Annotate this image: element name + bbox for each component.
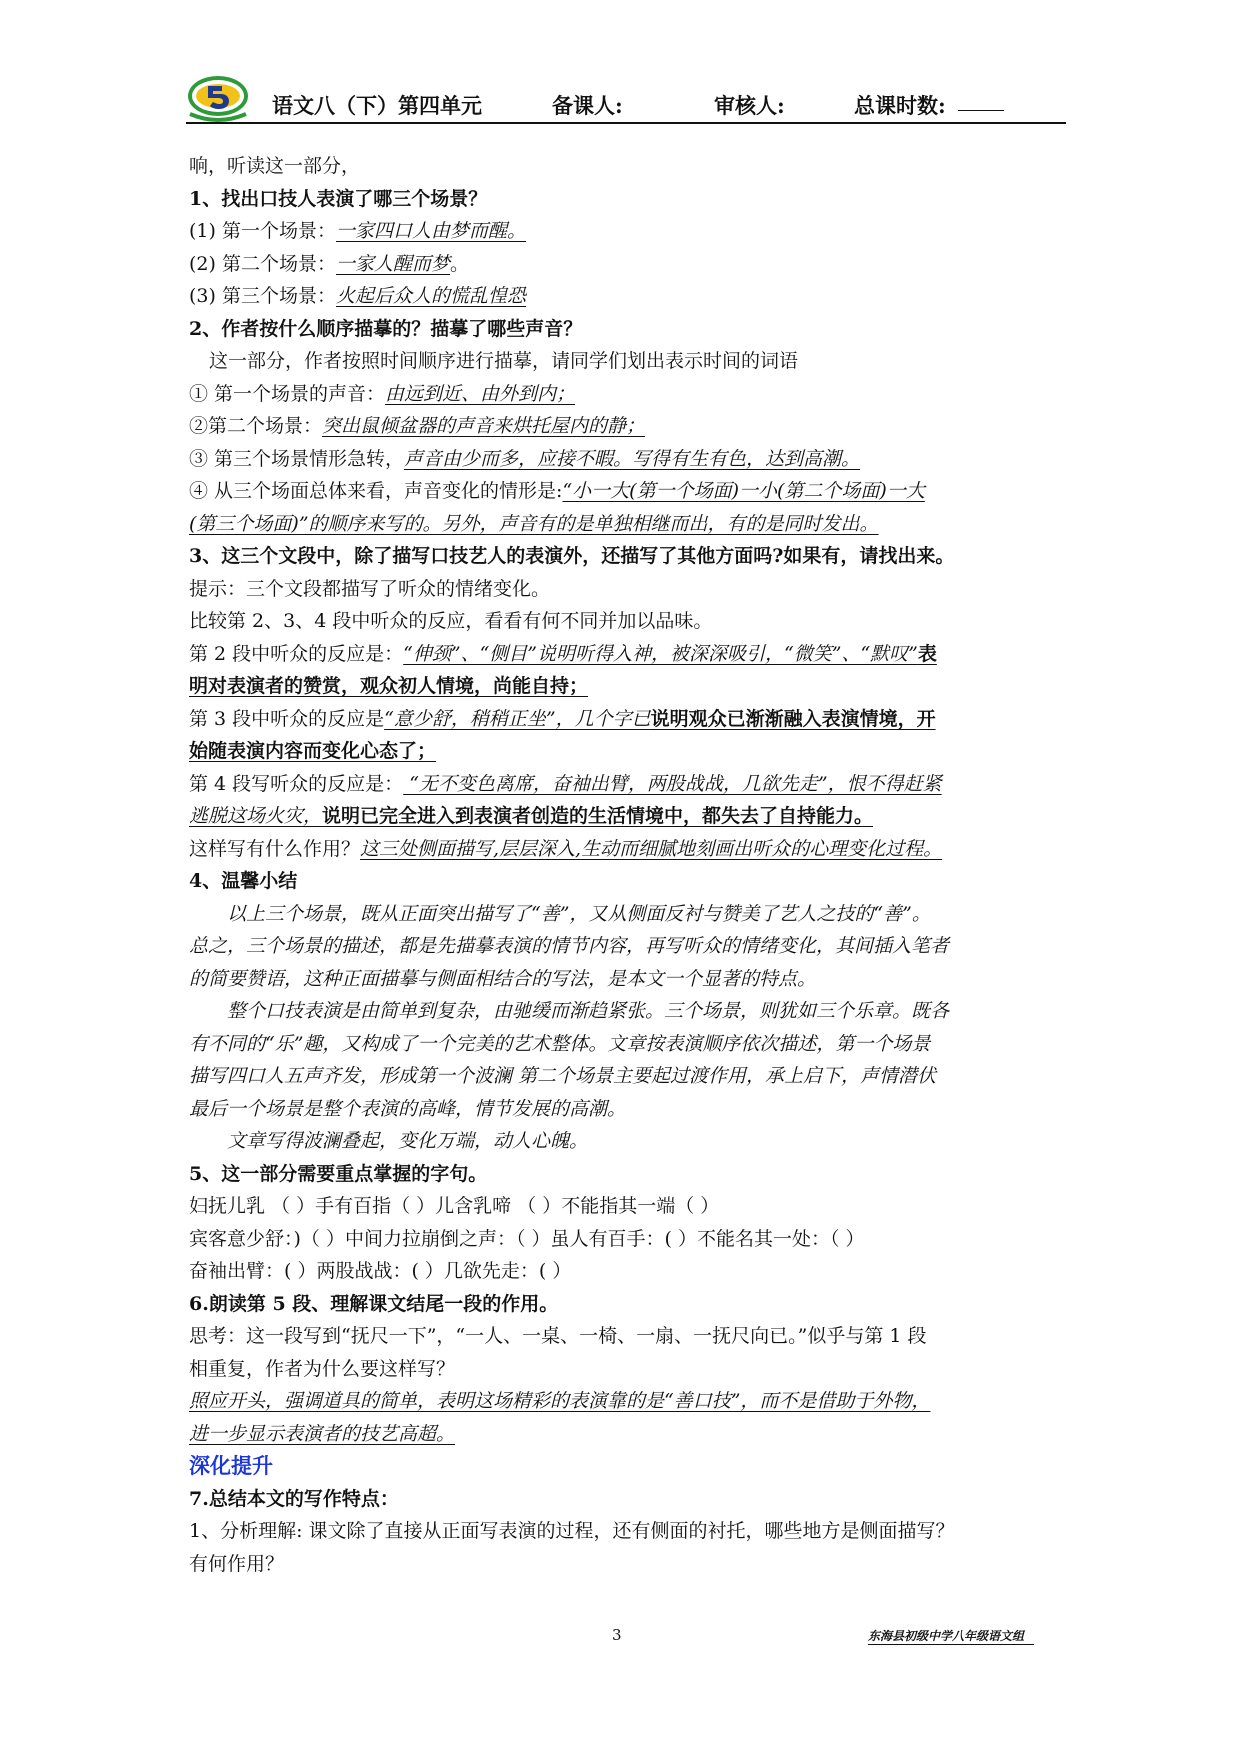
answer-text: “小一大(第一个场面)一小(第二个场面)一大 [562, 480, 925, 502]
text-line [189, 1483, 1059, 1516]
text-line [189, 1255, 1059, 1288]
line-text: 1、分析理解: 课文除了直接从正面写表演的过程，还有侧面的衬托，哪些地方是侧面描写？ [189, 1520, 955, 1542]
text-line [189, 638, 1059, 671]
text-line [189, 1060, 1059, 1093]
text-line [189, 1385, 1059, 1418]
answer-text: 这三处侧面描写,层层深入,生动而细腻地刻画出听众的心理变化过程。 [360, 837, 943, 860]
answer-text: 深化提升 [189, 1453, 273, 1478]
text-line [189, 1548, 1059, 1581]
header-prepared-by: 备课人: [552, 93, 623, 118]
line-text: 以上三个场景，既从正面突出描写了“善”，又从侧面反衬与赞美了艺人之技的“善”。 [227, 902, 931, 925]
text-line [189, 313, 1059, 346]
text-line [189, 410, 1059, 443]
line-text: 4、温馨小结 [189, 870, 298, 892]
text-line [189, 378, 1059, 411]
line-text: 宾客意少舒：)（ ）中间力拉崩倒之声：（ ）虽人有百手：( ）不能名其一处：（ ） [189, 1227, 865, 1250]
line-text: 相重复，作者为什么要这样写？ [189, 1357, 456, 1380]
header-divider [186, 122, 1066, 124]
footer-organization: 东海县初级中学八年级语文组 [868, 1629, 1025, 1643]
answer-text: “意少舒，稍稍正坐”，几个字已 [384, 707, 651, 730]
line-text: 妇抚儿乳 （ ）手有百指（ ）儿含乳啼 （ ）不能指其一端（ ） [189, 1195, 720, 1217]
text-line [189, 930, 1059, 963]
footer-underline [868, 1644, 1034, 1645]
line-text: 描写四口人五声齐发，形成第一个波澜 第二个场景主要起过渡作用，承上启下，声情潜伏 [189, 1065, 937, 1087]
line-text: 比较第 2、3、4 段中听众的反应，看看有何不同并加以品味。 [189, 610, 713, 632]
total-hours-blank [958, 110, 1004, 111]
text-line [189, 215, 1059, 248]
page-number: 3 [612, 1626, 622, 1644]
line-text: 响，听读这一部分， [189, 155, 361, 177]
line-text: 提示：三个文段都描写了听众的情绪变化。 [189, 577, 551, 600]
text-line [189, 183, 1059, 216]
worksheet-body [189, 150, 1059, 1580]
text-line [189, 540, 1059, 573]
text-line [189, 865, 1059, 898]
text-line [189, 573, 1059, 606]
line-text: 3、这三个文段中，除了描写口技艺人的表演外，还描写了其他方面吗?如果有，请找出来。 [189, 545, 955, 567]
answer-text: 突出鼠倾盆器的声音来烘托屋内的静； [322, 415, 646, 437]
text-line [189, 963, 1059, 996]
header-total-hours: 总课时数: [854, 93, 946, 118]
text-line [189, 1353, 1059, 1386]
header-reviewed-by: 审核人: [714, 93, 785, 118]
text-line [189, 1190, 1059, 1223]
text-line [189, 1125, 1059, 1158]
text-line [189, 1320, 1059, 1353]
text-line [189, 280, 1059, 313]
answer-text: 明对表演者的赞赏，观众初人情境，尚能自持； [189, 675, 589, 697]
answer-text: 火起后众人的慌乱惶恐 [335, 285, 526, 307]
answer-text: 一家人醒而梦 [335, 252, 450, 275]
line-text: 思考：这一段写到“抚尺一下”，“一人、一桌、一椅、一扇、一抚尺向已。”似乎与第 1 段 [189, 1325, 927, 1347]
text-line [189, 1158, 1059, 1191]
line-text: 6.朗读第 5 段、理解课文结尾一段的作用。 [189, 1292, 559, 1315]
line-text: 整个口技表演是由简单到复杂，由驰缓而渐趋紧张。三个场景，则犹如三个乐章。既各 [227, 1000, 950, 1022]
text-line [189, 768, 1059, 801]
line-text: 有不同的“乐”趣，又构成了一个完美的艺术整体。文章按表演顺序依次描述，第一个场景 [189, 1032, 931, 1055]
answer-text: 说明已完全进入到表演者创造的生活情境中，都失去了自持能力。 [322, 805, 874, 827]
text-line [189, 735, 1059, 768]
header-title: 语文八（下）第四单元 [272, 93, 482, 118]
answer-text: 一家四口人由梦而醒。 [335, 220, 526, 242]
line-text: 第 2 段中听众的反应是： [189, 642, 404, 665]
line-text: 文章写得波澜叠起，变化万端，动人心魄。 [227, 1130, 589, 1152]
answer-text: 逃脱这场火灾， [189, 805, 323, 827]
answer-text: “伸颈”、“侧目”说明听得入神，被深深吸引，“微笑”、“默叹” [403, 642, 918, 665]
answer-text: 表 [917, 642, 937, 665]
line-text: (1) 第一个场景： [189, 220, 336, 242]
answer-text: 照应开头，强调道具的简单，表明这场精彩的表演靠的是“善口技”，而不是借助于外物， [189, 1390, 931, 1412]
school-logo-icon [186, 74, 250, 124]
line-text: 1、找出口技人表演了哪三个场景？ [189, 187, 488, 210]
answer-text: 声音由少而多，应接不暇。写得有生有色，达到高潮。 [404, 447, 861, 470]
text-line [189, 1093, 1059, 1126]
answer-text: 由远到近、由外到内； [385, 382, 576, 405]
text-line [189, 898, 1059, 931]
answer-text: 进一步显示表演者的技艺高超。 [189, 1422, 456, 1445]
text-line [189, 443, 1059, 476]
text-line [189, 1223, 1059, 1256]
line-text: 的简要赞语，这种正面描摹与侧面相结合的写法，是本文一个显著的特点。 [189, 967, 817, 990]
text-line [189, 670, 1059, 703]
line-text: (2) 第二个场景： [189, 252, 336, 275]
line-text: 有何作用？ [189, 1552, 285, 1575]
page-header [186, 74, 1066, 124]
text-line [189, 833, 1059, 866]
line-text: 2、作者按什么顺序描摹的？描摹了哪些声音？ [189, 317, 583, 340]
answer-text: 说明观众已渐渐融入表演情境，开 [650, 707, 936, 730]
answer-text: (第三个场面)”的顺序来写的。另外，声音有的是单独相继而出，有的是同时发出。 [189, 512, 879, 535]
line-text: ④ 从三个场面总体来看，声音变化的情形是: [189, 480, 563, 502]
text-line [189, 1288, 1059, 1321]
text-line [189, 1028, 1059, 1061]
text-line [189, 1418, 1059, 1451]
line-text: 这一部分，作者按照时间顺序进行描摹，请同学们划出表示时间的词语 [209, 350, 799, 372]
text-line [189, 248, 1059, 281]
answer-text: 始随表演内容而变化心态了； [189, 740, 437, 762]
text-line [189, 800, 1059, 833]
text-line [189, 150, 1059, 183]
line-text: 。 [449, 252, 469, 275]
line-text: ① 第一个场景的声音： [189, 382, 386, 405]
line-text: 第 4 段写听众的反应是： [189, 772, 404, 795]
line-text: ②第二个场景： [189, 415, 323, 437]
line-text: 5、这一部分需要重点掌握的字句。 [189, 1162, 488, 1185]
line-text: 第 3 段中听众的反应是 [189, 707, 385, 730]
line-text: 这样写有什么作用？ [189, 837, 361, 860]
line-text: ③ 第三个场景情形急转， [189, 447, 405, 470]
text-line [189, 995, 1059, 1028]
text-line [189, 1450, 1059, 1483]
text-line [189, 345, 1059, 378]
line-text: (3) 第三个场景： [189, 285, 336, 307]
text-line [189, 508, 1059, 541]
line-text: 总之，三个场景的描述，都是先描摹表演的情节内容，再写听众的情绪变化，其间插入笔者 [189, 935, 950, 957]
line-text: 最后一个场景是整个表演的高峰，情节发展的高潮。 [189, 1097, 627, 1120]
answer-text: “无不变色离席，奋袖出臂，两股战战，几欲先走”，恨不得赶紧 [403, 772, 942, 795]
text-line [189, 703, 1059, 736]
line-text: 7.总结本文的写作特点： [189, 1487, 399, 1510]
text-line [189, 1515, 1059, 1548]
text-line [189, 605, 1059, 638]
text-line [189, 475, 1059, 508]
line-text: 奋袖出臂：( ）两股战战：( ）几欲先走：( ） [189, 1260, 572, 1282]
